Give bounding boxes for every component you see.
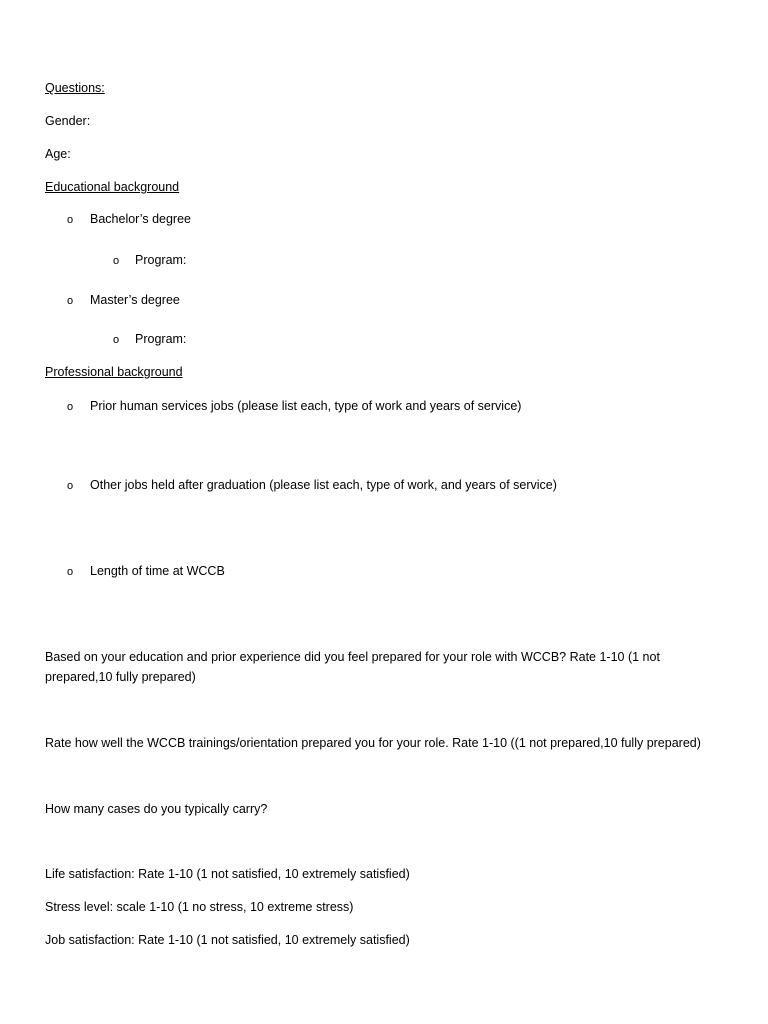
professional-background-heading: Professional background (45, 365, 183, 379)
bullet-icon: o (67, 480, 74, 492)
bachelors-degree-item: Bachelor’s degree (90, 212, 191, 226)
bullet-icon: o (67, 566, 74, 578)
bullet-icon: o (67, 401, 74, 413)
prior-jobs-item: Prior human services jobs (please list each, type of work and years of service) (90, 399, 522, 413)
prepared-question: Based on your education and prior experience did you feel prepared for your role with WCCB? Rate 1-10 (1 not prepared,10 fully prepared) (45, 650, 660, 684)
educational-background-heading: Educational background (45, 180, 180, 194)
masters-degree-item: Master’s degree (90, 293, 180, 307)
gender-label: Gender: (45, 114, 91, 128)
bullet-icon: o (113, 255, 120, 267)
job-satisfaction-question: Job satisfaction: Rate 1-10 (1 not satisfied, 10 extremely satisfied) (45, 933, 410, 947)
bullet-icon: o (113, 334, 120, 346)
life-satisfaction-question: Life satisfaction: Rate 1-10 (1 not satisfied, 10 extremely satisfied) (45, 867, 410, 881)
cases-question: How many cases do you typically carry? (45, 802, 268, 816)
other-jobs-item: Other jobs held after graduation (please list each, type of work, and years of service) (90, 478, 557, 492)
bachelors-program-item: Program: (135, 253, 187, 267)
length-of-time-item: Length of time at WCCB (90, 564, 225, 578)
stress-level-question: Stress level: scale 1-10 (1 no stress, 10 extreme stress) (45, 900, 354, 914)
bullet-icon: o (67, 214, 74, 226)
questions-heading: Questions: (45, 81, 105, 95)
masters-program-item: Program: (135, 332, 187, 346)
training-question: Rate how well the WCCB trainings/orientation prepared you for your role. Rate 1-10 ((1 not prepared,10 fully prepared) (45, 736, 701, 750)
age-label: Age: (45, 147, 71, 161)
bullet-icon: o (67, 295, 74, 307)
